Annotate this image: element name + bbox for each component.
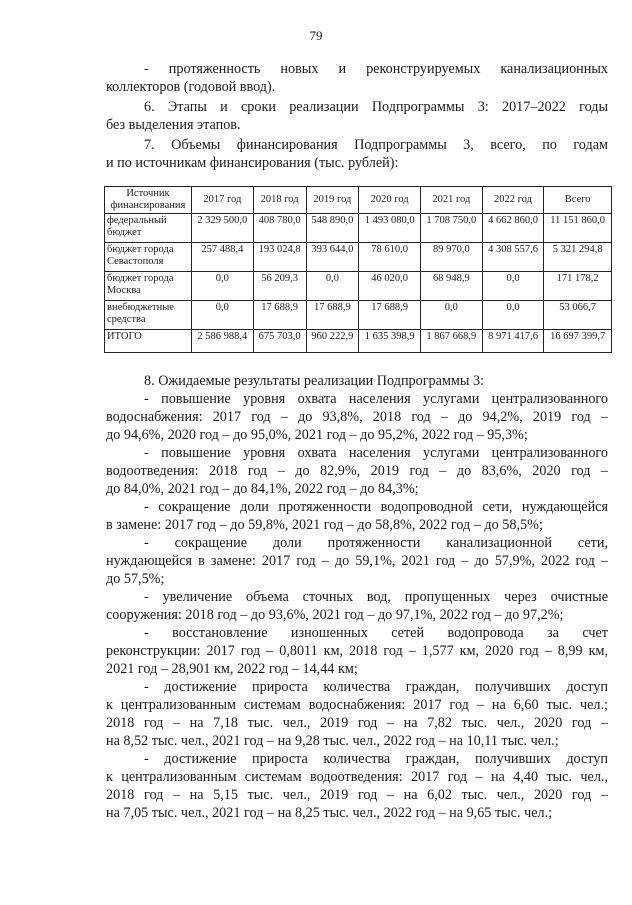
table-cell: 193 024,8 <box>253 243 306 272</box>
table-cell: 548 890,0 <box>306 214 359 243</box>
table-cell: 4 662 860,0 <box>482 214 544 243</box>
table-row <box>105 272 612 301</box>
table-cell: 0,0 <box>192 301 254 330</box>
text-line: водоснабжения: 2017 год – до 93,8%, 2018 год – до 94,2%, 2019 год – <box>106 409 608 425</box>
financing-table <box>104 186 612 353</box>
table-cell: 56 209,3 <box>253 272 306 301</box>
table-cell: 46 020,0 <box>359 272 421 301</box>
text-line: - повышение уровня охвата населения услугами централизованного <box>144 445 608 461</box>
table-cell: 1 867 668,9 <box>421 330 483 353</box>
text-line: реконструкции: 2017 год – 0,8011 км, 2018 год – 1,577 км, 2020 год – 8,99 км, <box>106 643 608 659</box>
table-header-cell: 2017 год <box>192 187 254 214</box>
table-cell: 1 708 750,0 <box>421 214 483 243</box>
table-cell: 0,0 <box>306 272 359 301</box>
table-cell: 53 066,7 <box>544 301 612 330</box>
text-line: без выделения этапов. <box>106 117 241 133</box>
item-8-title <box>106 372 608 390</box>
result-item <box>106 678 608 750</box>
result-item <box>106 750 608 822</box>
text-line: на 7,05 тыс. чел., 2021 год – на 8,25 тыс. чел., 2022 год – на 9,65 тыс. чел.; <box>106 805 553 821</box>
text-line: 7. Объемы финансирования Подпрограммы 3, всего, по годам <box>144 137 608 153</box>
text-line: - достижение прироста количества граждан, получивших доступ <box>144 679 608 695</box>
table-cell: 8 971 417,6 <box>482 330 544 353</box>
text-line: - увеличение объема сточных вод, пропущенных через очистные <box>144 589 608 605</box>
text-line: и по источникам финансирования (тыс. рублей): <box>106 155 399 171</box>
text-line: к централизованным системам водоснабжения: 2017 год – на 6,60 тыс. чел.; <box>106 697 608 713</box>
text-line: - сокращение доли протяженности канализационной сети, <box>144 535 608 551</box>
page-number: 79 <box>309 28 323 43</box>
table-total-row <box>105 330 612 353</box>
text-line: до 94,6%, 2020 год – до 95,0%, 2021 год – до 95,2%, 2022 год – 95,3%; <box>106 427 528 443</box>
table-cell: 393 644,0 <box>306 243 359 272</box>
text-line: - повышение уровня охвата населения услугами централизованного <box>144 391 608 407</box>
table-cell: 675 703,0 <box>253 330 306 353</box>
text-line: коллекторов (годовой ввод). <box>106 79 276 95</box>
result-item <box>106 390 608 444</box>
text-line: - восстановление изношенных сетей водопровода за счет <box>144 625 608 641</box>
table-header-cell: 2018 год <box>253 187 306 214</box>
table-cell: бюджет города Севастополя <box>105 243 192 272</box>
table-header-cell: 2020 год <box>359 187 421 214</box>
table-cell: 5 321 294,8 <box>544 243 612 272</box>
text-line: 8. Ожидаемые результаты реализации Подпрограммы 3: <box>144 373 485 389</box>
table-cell: 89 970,0 <box>421 243 483 272</box>
table-cell: 78 610,0 <box>359 243 421 272</box>
table-cell: 0,0 <box>482 272 544 301</box>
table-cell: 17 688,9 <box>359 301 421 330</box>
table-cell: 171 178,2 <box>544 272 612 301</box>
text-line: к централизованным системам водоотведения: 2017 год – на 4,40 тыс. чел., <box>106 769 608 785</box>
text-line: - протяженность новых и реконструируемых канализационных <box>144 61 608 77</box>
result-item <box>106 444 608 498</box>
table-header-cell: Всего <box>544 187 612 214</box>
table-cell: 408 780,0 <box>253 214 306 243</box>
table-cell: 1 635 398,9 <box>359 330 421 353</box>
text-line: в замене: 2017 год – до 59,8%, 2021 год – до 58,8%, 2022 год – до 58,5%; <box>106 517 543 533</box>
table-header-cell: 2022 год <box>482 187 544 214</box>
table-cell: 2 586 988,4 <box>192 330 254 353</box>
result-item <box>106 498 608 534</box>
table-cell: 0,0 <box>482 301 544 330</box>
text-line: 2018 год – на 7,18 тыс. чел., 2019 год – на 7,82 тыс. чел., 2020 год – <box>106 715 608 731</box>
text-line: - достижение прироста количества граждан, получивших доступ <box>144 751 608 767</box>
table-cell: 68 948,9 <box>421 272 483 301</box>
table-cell: 1 493 080,0 <box>359 214 421 243</box>
text-line: 6. Этапы и сроки реализации Подпрограммы 3: 2017–2022 годы <box>144 99 608 115</box>
table-cell: 11 151 860,0 <box>544 214 612 243</box>
table-cell: ИТОГО <box>105 330 192 353</box>
table-header-cell: 2019 год <box>306 187 359 214</box>
table-header-row <box>105 187 612 214</box>
table-cell: 2 329 500,0 <box>192 214 254 243</box>
result-item <box>106 588 608 624</box>
table-cell: бюджет города Москва <box>105 272 192 301</box>
intro-paragraph <box>106 60 608 96</box>
result-item <box>106 534 608 588</box>
table-cell: 0,0 <box>192 272 254 301</box>
table-cell: 257 488,4 <box>192 243 254 272</box>
text-line: 2018 год – на 5,15 тыс. чел., 2019 год – на 6,02 тыс. чел., 2020 год – <box>106 787 608 803</box>
table-cell: 960 222,9 <box>306 330 359 353</box>
item-7-paragraph <box>106 136 608 172</box>
text-line: до 84,0%, 2021 год – до 84,1%, 2022 год – до 84,3%; <box>106 481 419 497</box>
table-cell: 16 697 399,7 <box>544 330 612 353</box>
table-cell: 4 308 557,6 <box>482 243 544 272</box>
table-row <box>105 214 612 243</box>
table-cell: внебюджетные средства <box>105 301 192 330</box>
table-cell: 17 688,9 <box>306 301 359 330</box>
table-row <box>105 301 612 330</box>
text-line: нуждающейся в замене: 2017 год – до 59,1%, 2021 год – до 57,9%, 2022 год – <box>106 553 608 569</box>
table-cell: федеральный бюджет <box>105 214 192 243</box>
text-line: - сокращение доли протяженности водопроводной сети, нуждающейся <box>144 499 608 515</box>
table-cell: 0,0 <box>421 301 483 330</box>
table-header-cell: Источник финансирования <box>105 187 192 214</box>
text-line: 2021 год – 28,901 км, 2022 год – 14,44 км; <box>106 661 358 677</box>
result-item <box>106 624 608 678</box>
item-6-paragraph <box>106 98 608 134</box>
text-line: на 8,52 тыс. чел., 2021 год – на 9,28 тыс. чел., 2022 год – на 10,11 тыс. чел.; <box>106 733 559 749</box>
text-line: до 57,5%; <box>106 571 165 587</box>
text-line: сооружения: 2018 год – до 93,6%, 2021 год – до 97,1%, 2022 год – до 97,2%; <box>106 607 564 623</box>
table-cell: 17 688,9 <box>253 301 306 330</box>
table-header-cell: 2021 год <box>421 187 483 214</box>
text-line: водоотведения: 2018 год – до 82,9%, 2019 год – до 83,6%, 2020 год – <box>106 463 608 479</box>
table-row <box>105 243 612 272</box>
